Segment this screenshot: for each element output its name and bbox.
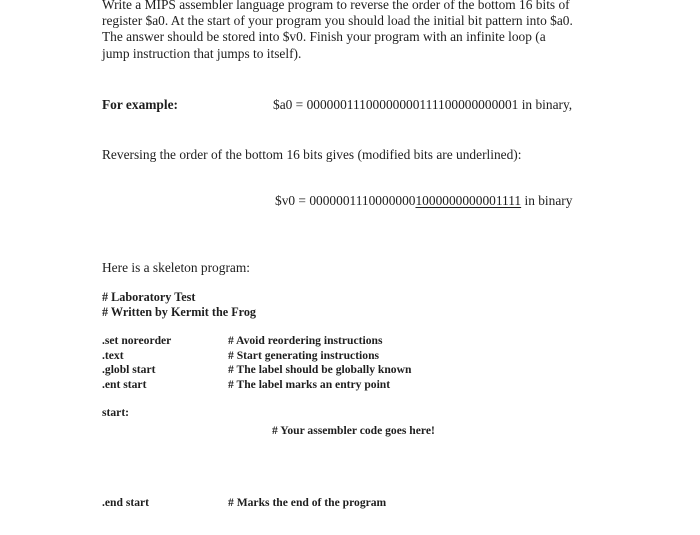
a0-prefix: $a0 = (273, 97, 307, 112)
directive-comment: # Avoid reordering instructions (228, 334, 383, 347)
v0-bits-plain: 0000001110000000 (309, 193, 416, 208)
end-comment: # Marks the end of the program (228, 496, 387, 509)
reversing-text: Reversing the order of the bottom 16 bits gives (modified bits are underlined): (102, 147, 522, 162)
code-placeholder: # Your assembler code goes here! (272, 424, 435, 437)
directive-comments (228, 334, 411, 392)
a0-bits: 00000011100000000111100000000001 (306, 97, 519, 112)
header-comment-line: # Laboratory Test (102, 290, 196, 304)
intro-line: The answer should be stored into $v0. Finish your program with an infinite loop (a (102, 29, 546, 45)
v0-prefix: $v0 = (275, 193, 310, 208)
directive-codes (102, 334, 171, 392)
directive-comment: # Start generating instructions (228, 348, 380, 362)
result-v0-line (275, 193, 572, 209)
v0-bits-underlined: 1000000000001111 (415, 193, 522, 208)
intro-paragraph (102, 0, 573, 62)
header-comments (102, 290, 256, 320)
directive-comment: # The label marks an entry point (228, 377, 391, 391)
intro-line: Write a MIPS assembler language program to reverse the order of the bottom 16 bits of (102, 0, 570, 12)
example-a0-line (273, 97, 572, 113)
start-label: start: (102, 406, 130, 419)
intro-line: register $a0. At the start of your program you should load the initial bit pattern into $a0. (102, 13, 573, 29)
end-directive: .end start (102, 496, 150, 509)
v0-suffix: in binary (521, 193, 573, 208)
directive-comment: # The label should be globally known (228, 363, 412, 376)
directive-code: .text (102, 348, 124, 362)
a0-suffix: in binary, (518, 97, 573, 112)
directive-code: .globl start (102, 363, 156, 376)
intro-line: jump instruction that jumps to itself). (102, 45, 302, 61)
header-comment-line: # Written by Kermit the Frog (102, 305, 257, 319)
example-label: For example: (102, 97, 178, 112)
skeleton-intro: Here is a skeleton program: (102, 260, 250, 275)
directive-code: .ent start (102, 377, 147, 391)
directive-code: .set noreorder (102, 334, 172, 347)
